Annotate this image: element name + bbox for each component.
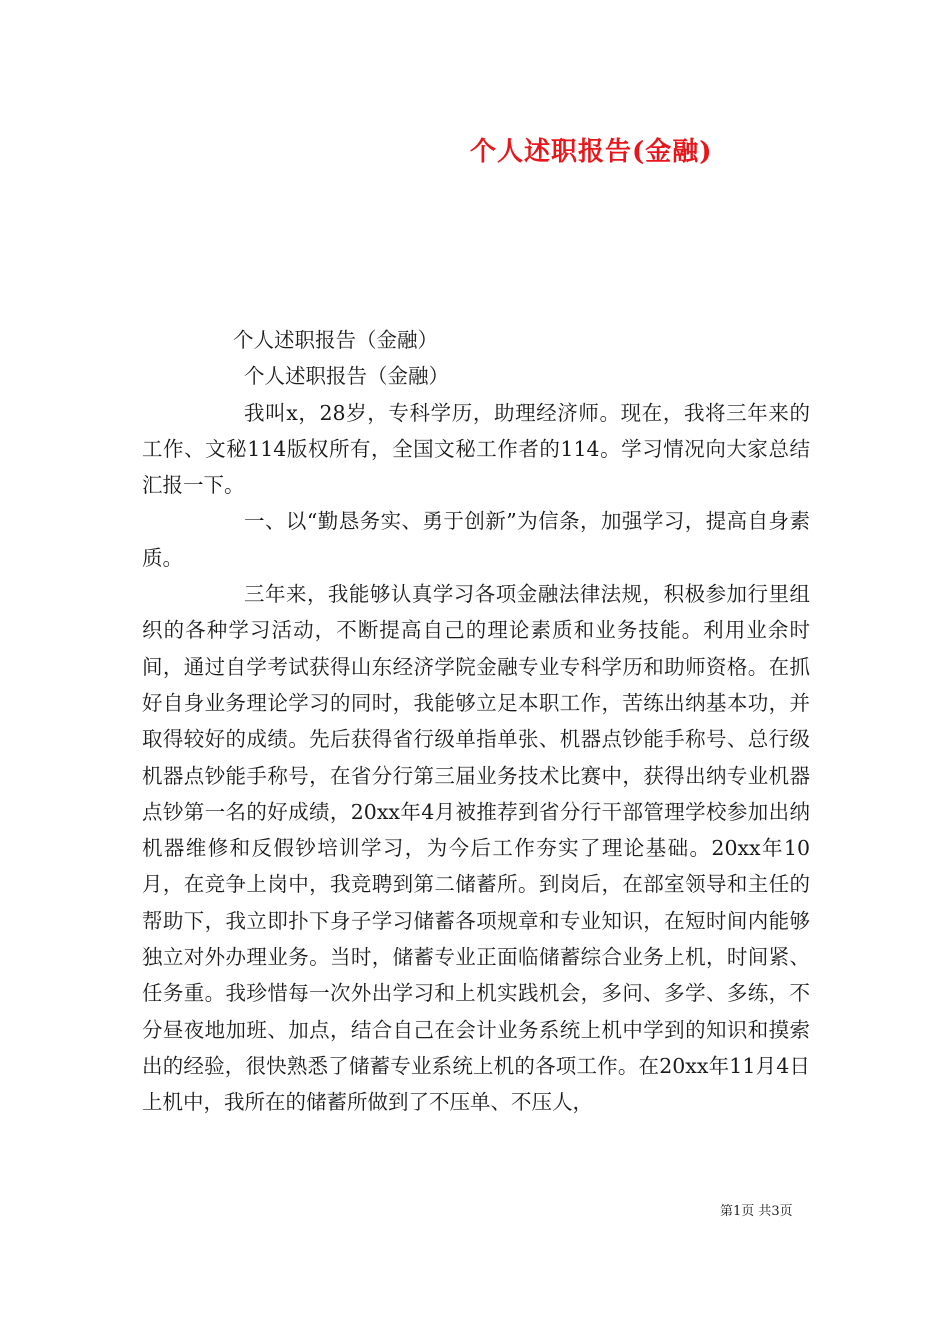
report-heading: 个人述职报告（金融） — [233, 328, 438, 352]
intro-paragraph: 我叫x，28岁，专科学历，助理经济师。现在，我将三年来的工作、文秘114版权所有，全国文秘工作者的114。学习情况向大家总结汇报一下。 — [142, 400, 810, 498]
section-heading: 一、以“勤恳务实、勇于创新”为信条，加强学习，提高自身素质。 — [142, 509, 810, 570]
report-subheading: 个人述职报告（金融） — [244, 364, 449, 389]
page-number: 第1页 共3页 — [720, 1204, 793, 1219]
body-paragraph: 三年来，我能够认真学习各项金融法律法规，积极参加行里组织的各种学习活动，不断提高自己的理论素质和业务技能。利用业余时间，通过自学考试获得山东经济学院金融专业专科学历和助师资格。在抓好自身业务理论学习的同时，我能够立足本职工作，苦练出纳基本功，并取得较好的成绩。先后获得省行级单指单张、机器点钞能手称号、总行级机器点钞能手称号，在省分行第三届业务技术比赛中，获得出纳专业机器点钞第一名的好成绩，20xx年4月被推荐到省分行干部管理学校参加出纳机器维修和反假钞培训学习，为今后工作夯实了理论基础。20xx年10月，在竞争上岗中，我竞聘到第二储蓄所。到岗后，在部室领导和主任的帮助下，我立即扑下身子学习储蓄各项规章和专业知识，在短时间内能够独立对外办理业务。当时，储蓄专业正面临储蓄综合业务上机，时间紧、任务重。我珍惜每一次外出学习和上机实践机会，多问、多学、多练，不分昼夜地加班、加点，结合自己在会计业务系统上机中学到的知识和摸索出的经验，很快熟悉了储蓄专业系统上机的各项工作。在20xx年11月4日上机中，我所在的储蓄所做到了不压单、不压人， — [142, 582, 810, 1115]
document-title: 个人述职报告(金融) — [470, 137, 713, 167]
document-body — [142, 322, 810, 1121]
